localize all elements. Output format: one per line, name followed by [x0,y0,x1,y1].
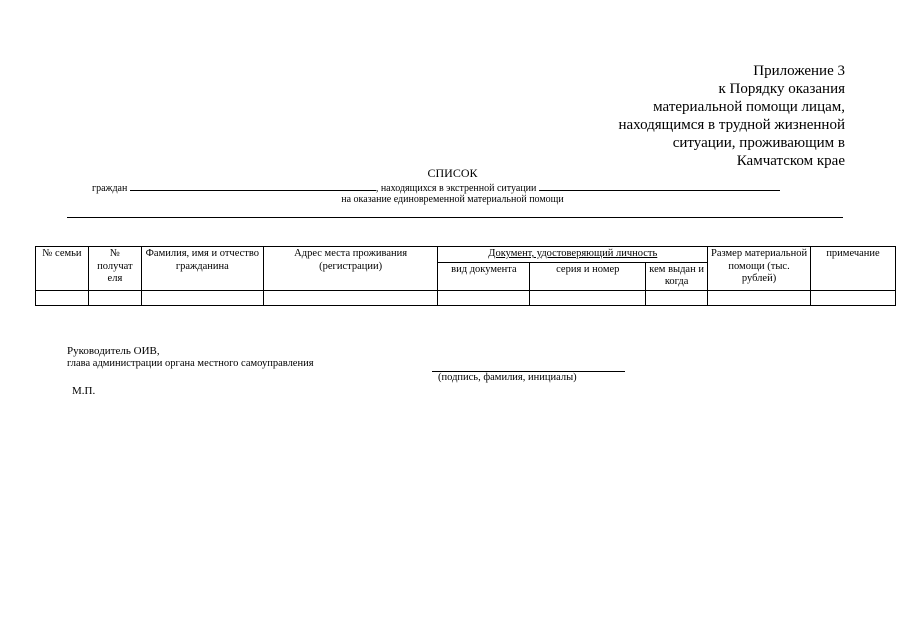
stamp-place: М.П. [72,385,96,397]
appendix-line: ситуации, проживающим в [672,135,845,151]
header-recipient-no: № получат еля [88,247,141,291]
appendix-line: Приложение 3 [753,63,845,79]
signatory-title: Руководитель ОИВ, [67,345,160,357]
header-doc-type: вид документа [438,262,530,290]
appendix-header [545,62,845,170]
appendix-line: находящимся в трудной жизненной [618,117,845,133]
citizens-prefix: граждан [92,183,128,194]
table-cell[interactable] [708,290,811,305]
header-doc-issued: кем выдан и когда [646,262,708,290]
table-cell[interactable] [88,290,141,305]
header-document-group [438,247,708,263]
header-doc-series: серия и номер [530,262,646,290]
signatory-subtitle: глава администрации органа местного самоуправления [67,358,314,369]
citizens-table [35,246,896,306]
blank-field-locality[interactable] [130,181,376,191]
appendix-line: материальной помощи лицам, [653,99,845,115]
table-cell[interactable] [811,290,896,305]
header-document-group-text: Документ, удостоверяющий личность [488,248,658,259]
table-header-row [36,247,896,263]
table-cell[interactable] [141,290,263,305]
table-cell[interactable] [263,290,438,305]
table-row [36,290,896,305]
blank-field-situation[interactable] [539,181,780,191]
divider-line [67,217,843,218]
table-cell[interactable] [36,290,89,305]
citizens-line [92,181,780,194]
appendix-line: Камчатском крае [736,153,845,169]
header-address: Адрес места проживания (регистрации) [263,247,438,291]
appendix-line: к Порядку оказания [718,81,845,97]
document-title: СПИСОК [427,166,478,180]
table-cell[interactable] [646,290,708,305]
header-full-name: Фамилия, имя и отчество гражданина [141,247,263,291]
table-cell[interactable] [438,290,530,305]
header-family-no: № семьи [36,247,89,291]
header-amount: Размер материальной помощи (тыс. рублей) [708,247,811,291]
signature-caption: (подпись, фамилия, инициалы) [438,372,577,383]
emergency-text: , находящихся в экстренной ситуации [375,183,537,194]
header-note: примечание [811,247,896,291]
table-cell[interactable] [530,290,646,305]
purpose-line: на оказание единовременной материальной помощи [341,194,564,205]
